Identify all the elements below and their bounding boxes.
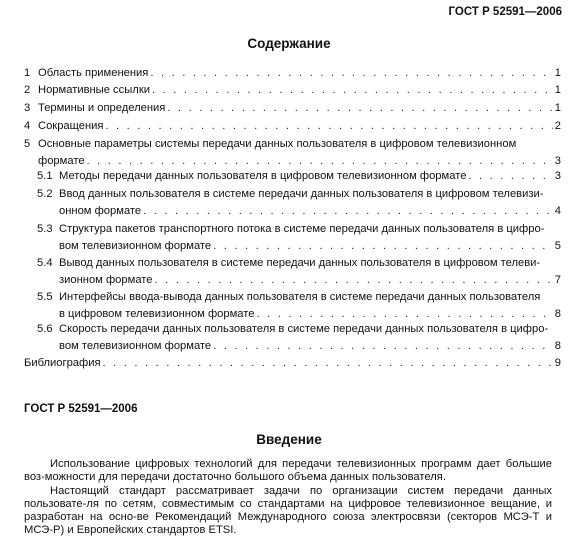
toc-entry-page: 3 bbox=[554, 170, 561, 182]
toc-entry-page: 3 bbox=[554, 155, 561, 167]
toc-entry-title: онном формате bbox=[59, 205, 142, 217]
toc-entry-number: 5.4 bbox=[37, 257, 53, 269]
toc-entry-number: 5.1 bbox=[37, 170, 53, 182]
toc-leader-dots bbox=[150, 66, 552, 80]
toc-entry-page: 1 bbox=[554, 67, 561, 79]
toc-entry-title: Интерфейсы ввода-вывода данных пользователя в системе передачи данных пользователя bbox=[59, 291, 541, 303]
toc-leader-dots bbox=[87, 154, 553, 168]
toc-entry-number: 5.6 bbox=[37, 323, 53, 335]
introduction-paragraph: Использование цифровых технологий для передачи телевизионных программ дает большие воз-можности для передачи достаточно большого объема данных пользователя. bbox=[24, 458, 552, 483]
toc-leader-dots bbox=[143, 204, 553, 218]
toc-entry-title: Сокращения bbox=[38, 120, 104, 132]
toc-entry-title: зионном формате bbox=[59, 274, 153, 286]
introduction-body bbox=[24, 458, 552, 538]
toc-entry-page: 1 bbox=[554, 84, 561, 96]
toc-entry-number: 3 bbox=[24, 102, 31, 114]
toc-entry-number: 2 bbox=[24, 84, 31, 96]
toc-entry-title: Вывод данных пользователя в системе передачи данных пользователя в цифровом телеви- bbox=[59, 257, 541, 269]
document-header-code: ГОСТ Р 52591—2006 bbox=[448, 6, 562, 18]
introduction-paragraph: Настоящий стандарт рассматривает задачи по организации систем передачи данных пользовате-ля по сетям, совместимым со стандартами на цифровое телевизионное вещание, и разработан на осно-ве Рекомендаций Международного союза электросвязи (секторов МСЭ-Т и МСЭ-Р) и Европейских стандартов ETSI. bbox=[24, 485, 552, 536]
toc-entry-page: 2 bbox=[554, 120, 561, 132]
toc-entry-number: 5.3 bbox=[37, 223, 53, 235]
toc-leader-dots bbox=[257, 307, 553, 321]
toc-entry-number: 5.2 bbox=[37, 188, 53, 200]
toc-entry-title: Библиография bbox=[24, 357, 101, 369]
introduction-title: Введение bbox=[256, 432, 322, 447]
toc-entry-number: 5.5 bbox=[37, 291, 53, 303]
toc-entry-number: 1 bbox=[24, 67, 31, 79]
toc-entry-title: Скорость передачи данных пользователя в системе передачи данных пользователя в цифро- bbox=[59, 323, 549, 335]
toc-entry-title: Методы передачи данных пользователя в цифровом телевизионном формате bbox=[59, 170, 467, 182]
toc-entry-title: Ввод данных пользователя в системе передачи данных пользователя в цифровом телевизи- bbox=[59, 188, 544, 200]
toc-entry-page: 9 bbox=[554, 357, 561, 369]
page-header-code: ГОСТ Р 52591—2006 bbox=[24, 403, 138, 415]
toc-title: Содержание bbox=[247, 36, 331, 51]
toc-leader-dots bbox=[105, 119, 552, 133]
toc-leader-dots bbox=[213, 339, 553, 353]
toc-entry-title: Область применения bbox=[38, 67, 149, 79]
toc-entry-page: 8 bbox=[554, 340, 561, 352]
toc-entry-title: вом телевизионном формате bbox=[59, 240, 212, 252]
toc-entry-title: Основные параметры системы передачи данных пользователя в цифровом телевизионном bbox=[38, 138, 517, 150]
toc-entry-title: Нормативные ссылки bbox=[38, 84, 150, 96]
toc-entry-title: в цифровом телевизионном формате bbox=[59, 308, 255, 320]
toc-leader-dots bbox=[152, 83, 553, 97]
toc-leader-dots bbox=[103, 356, 553, 370]
toc-entry-title: вом телевизионном формате bbox=[59, 340, 212, 352]
toc-leader-dots bbox=[155, 273, 553, 287]
toc-leader-dots bbox=[167, 101, 552, 115]
toc-entry-page: 1 bbox=[554, 102, 561, 114]
toc-entry-page: 5 bbox=[554, 240, 561, 252]
toc-entry-page: 4 bbox=[554, 205, 561, 217]
toc-entry-title: формате bbox=[38, 155, 85, 167]
toc-entry-page: 7 bbox=[554, 274, 561, 286]
toc-leader-dots bbox=[213, 239, 553, 253]
toc-entry-title: Термины и определения bbox=[38, 102, 166, 114]
toc-leader-dots bbox=[468, 169, 552, 183]
toc-entry-title: Структура пакетов транспортного потока в системе передачи данных пользователя в цифро- bbox=[59, 223, 545, 235]
toc-entry-number: 4 bbox=[24, 120, 31, 132]
toc-entry-number: 5 bbox=[24, 138, 31, 150]
toc-entry-page: 8 bbox=[554, 308, 561, 320]
